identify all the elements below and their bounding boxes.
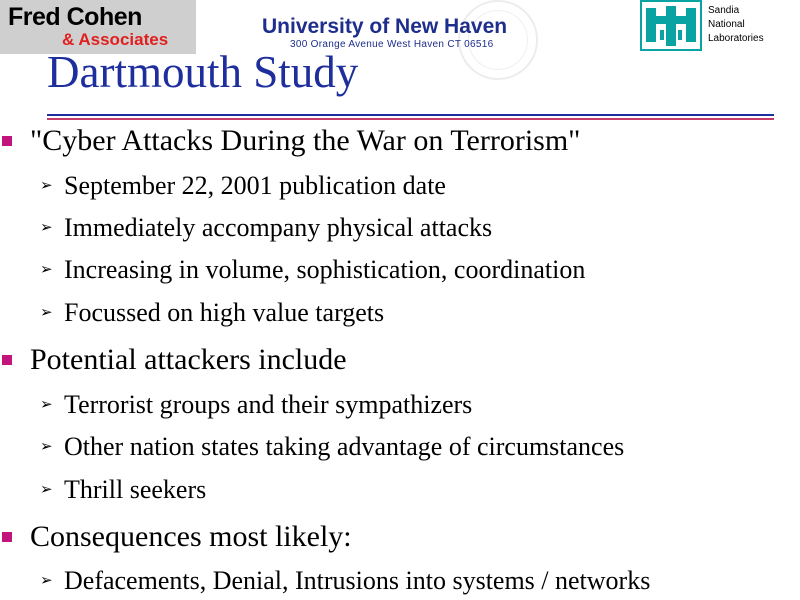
- university-name: University of New Haven: [262, 15, 508, 38]
- arrow-bullet-icon: ➢: [40, 571, 53, 589]
- bullet-text: Defacements, Denial, Intrusions into systems / networks: [64, 566, 651, 595]
- bullet-text: Consequences most likely:: [30, 520, 352, 553]
- slide-title: Dartmouth Study: [47, 47, 359, 97]
- bullet-text: Focussed on high value targets: [64, 298, 385, 327]
- title-rule-top: [47, 114, 774, 116]
- square-bullet-icon: [2, 532, 12, 542]
- bullet-text: "Cyber Attacks During the War on Terrorism": [30, 124, 581, 157]
- sandia-line-3: Laboratories: [708, 33, 764, 44]
- bullet-text: Terrorist groups and their sympathizers: [64, 390, 473, 419]
- arrow-bullet-icon: ➢: [40, 395, 53, 413]
- arrow-bullet-icon: ➢: [40, 480, 53, 498]
- sandia-name: [708, 4, 764, 46]
- sandia-thunderbird-icon: [642, 2, 700, 49]
- square-bullet-icon: [2, 355, 12, 365]
- arrow-bullet-icon: ➢: [40, 218, 53, 236]
- university-address: 300 Orange Avenue West Haven CT 06516: [290, 39, 494, 50]
- bullet-text: September 22, 2001 publication date: [64, 171, 446, 200]
- bullet-text: Immediately accompany physical attacks: [64, 213, 493, 242]
- bullet-text: Increasing in volume, sophistication, coordination: [64, 255, 586, 284]
- square-bullet-icon: [2, 136, 12, 146]
- fred-cohen-name: Fred Cohen: [8, 3, 142, 31]
- sandia-thunderbird-logo-icon: [640, 0, 702, 51]
- arrow-bullet-icon: ➢: [40, 437, 53, 455]
- bullet-text: Thrill seekers: [64, 475, 207, 504]
- arrow-bullet-icon: ➢: [40, 260, 53, 278]
- bullet-text: Other nation states taking advantage of circumstances: [64, 432, 625, 461]
- bullet-text: Potential attackers include: [30, 343, 347, 376]
- arrow-bullet-icon: ➢: [40, 176, 53, 194]
- arrow-bullet-icon: ➢: [40, 303, 53, 321]
- title-rule-bottom: [47, 118, 774, 120]
- sandia-line-2: National: [708, 19, 745, 30]
- fred-cohen-associates: & Associates: [62, 30, 169, 49]
- sandia-line-1: Sandia: [708, 5, 740, 16]
